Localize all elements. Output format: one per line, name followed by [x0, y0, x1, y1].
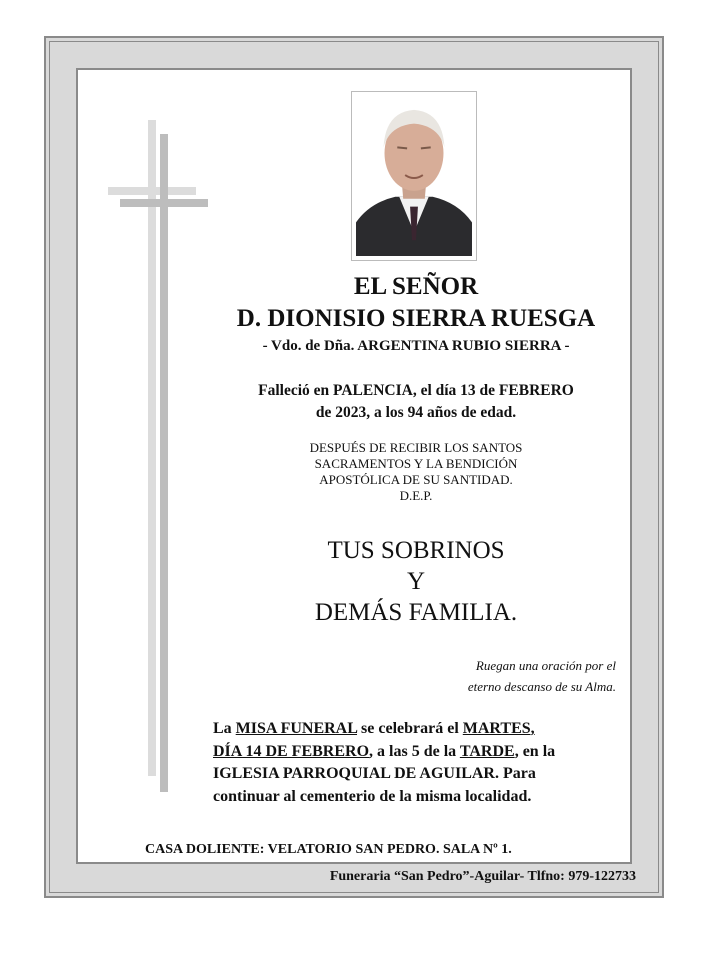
- sacraments-line: SACRAMENTOS Y LA BENDICIÓN: [314, 456, 518, 471]
- mass-line: [213, 741, 623, 764]
- prayer-request: [468, 655, 616, 697]
- death-line: Falleció en PALENCIA, el día 13 de FEBRERO: [258, 382, 574, 399]
- spouse-line: - Vdo. de Dña. ARGENTINA RUBIO SIERRA -: [262, 338, 570, 354]
- mourning-house: CASA DOLIENTE: VELATORIO SAN PEDRO. SALA Nº 1.: [145, 842, 512, 857]
- mass-text: se celebrará el: [357, 720, 463, 737]
- sacraments-text: [210, 440, 622, 504]
- mass-text-underlined: MARTES,: [462, 720, 535, 737]
- cross-icon-light-horizontal: [108, 187, 196, 195]
- death-line: de 2023, a los 94 años de edad.: [315, 404, 517, 421]
- family-line: TUS SOBRINOS: [327, 537, 505, 564]
- mass-text: a las 5 de la: [373, 742, 460, 760]
- mass-line: [213, 718, 623, 741]
- mass-text-underlined: TARDE: [459, 742, 515, 760]
- mass-text: La: [213, 720, 236, 737]
- sacraments-line: D.E.P.: [399, 488, 433, 503]
- heading-title: EL SEÑOR: [353, 273, 479, 300]
- mass-line: continuar al cementerio de la misma localidad.: [213, 787, 532, 805]
- funeral-mass-notice: [213, 718, 623, 808]
- mass-text-underlined: MISA FUNERAL: [235, 720, 358, 737]
- prayer-line: eterno descanso de su Alma.: [467, 679, 616, 694]
- mass-line: IGLESIA PARROQUIAL DE AGUILAR. Para: [213, 765, 536, 782]
- family-block: [210, 535, 622, 628]
- portrait-photo: [351, 91, 477, 261]
- sacraments-line: DESPUÉS DE RECIBIR LOS SANTOS: [309, 440, 523, 455]
- funeral-home: Funeraria “San Pedro”-Aguilar- Tlfno: 979-122733: [329, 869, 636, 884]
- cross-icon-dark-vertical: [160, 134, 168, 792]
- prayer-line: Ruegan una oración por el: [475, 658, 616, 673]
- mass-text: , en la: [514, 742, 556, 760]
- deceased-name: D. DIONISIO SIERRA RUESGA: [236, 305, 596, 332]
- portrait-image: [356, 96, 472, 256]
- cross-icon-light-vertical: [148, 120, 156, 776]
- family-line: Y: [406, 568, 426, 595]
- death-details: [210, 380, 622, 424]
- sacraments-line: APOSTÓLICA DE SU SANTIDAD.: [319, 472, 513, 487]
- mass-text-underlined: DÍA 14 DE FEBRERO,: [213, 742, 374, 760]
- cross-icon-dark-horizontal: [120, 199, 208, 207]
- family-line: DEMÁS FAMILIA.: [314, 599, 518, 626]
